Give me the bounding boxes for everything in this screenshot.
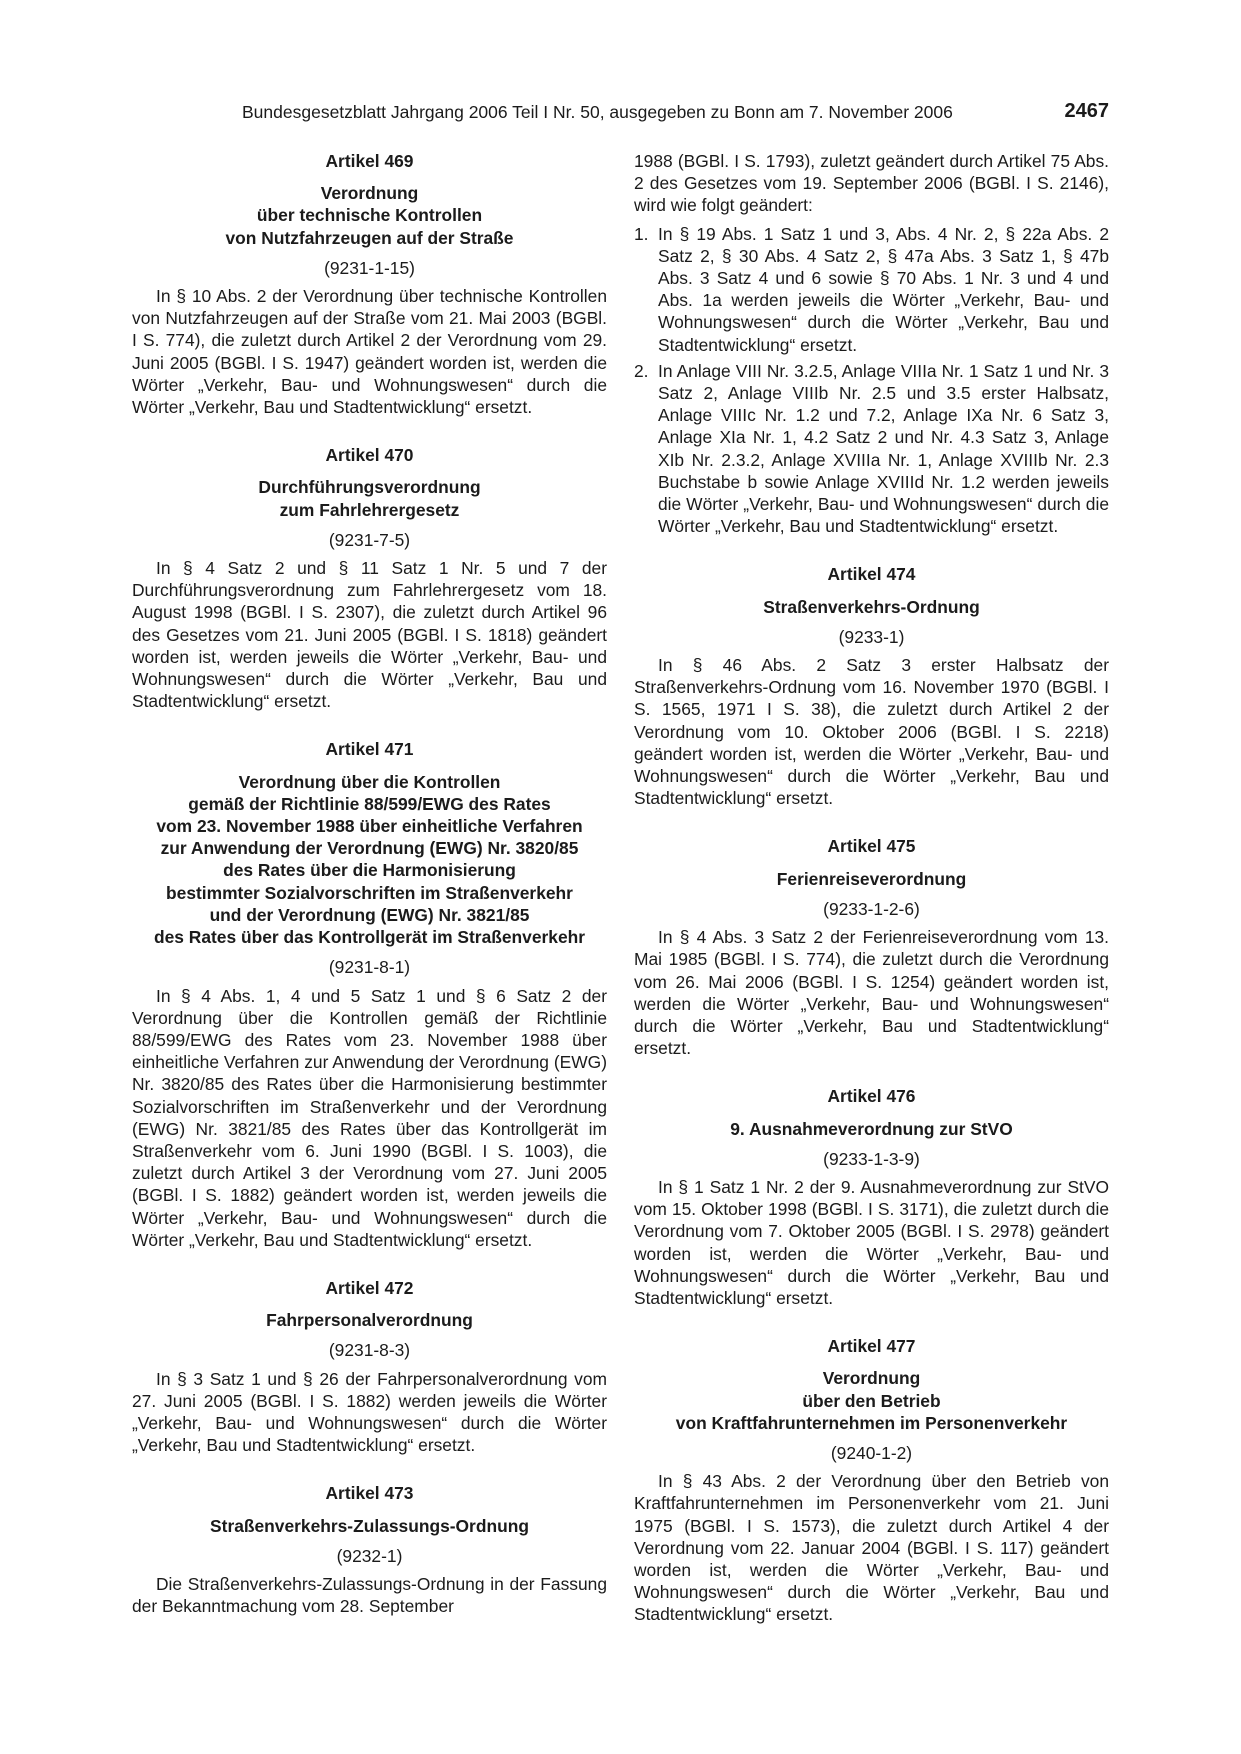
article-471 (132, 738, 607, 1250)
list-item (634, 223, 1109, 356)
left-column (132, 150, 607, 1617)
article-code: (9233-1-2-6) (823, 898, 920, 919)
article-code: (9233-1) (838, 626, 905, 647)
article-title: Straßenverkehrs-Ordnung (763, 596, 980, 617)
article-title: 9. Ausnahmeverordnung zur StVO (730, 1118, 1013, 1139)
article-title: Durchführungsverordnung zum Fahrlehrergesetz (258, 477, 481, 520)
list-item-number: 1. (634, 223, 649, 244)
article-code: (9231-8-3) (328, 1340, 411, 1361)
article-470 (132, 444, 607, 712)
right-column (634, 150, 1109, 1626)
list-item-text: In Anlage VIII Nr. 3.2.5, Anlage VIIIa Nr. 1 Satz 1 und Nr. 3 Satz 2, Anlage VIIIb Nr. 2.5 und 3.5 erster Halbsatz, Anlage VIIIc Nr. 1.2 und 7.2, Anlage IXa Nr. 6 Satz 3, Anlage XIa Nr. 1, 4.2 Satz 2 und Nr. 4.3 Satz 3, Anlage XIb Nr. 2.3.2, Anlage XVIIIa Nr. 1, Anlage XVIIIb Nr. 2.3 Buchstabe b sowie Anlage XVIIId Nr. 1.2 werden jeweils die Wörter „Verkehr, Bau- und Wohnungswesen“ durch die Wörter „Verkehr, Bau und Stadtentwicklung“ ersetzt. (658, 360, 1109, 537)
article-code: (9231-1-15) (324, 257, 415, 278)
article-number: Artikel 472 (325, 1277, 414, 1298)
article-473-continuation: 1988 (BGBl. I S. 1793), zuletzt geändert durch Artikel 75 Abs. 2 des Gesetzes vom 19. September 2006 (BGBl. I S. 2146), wird wie folgt geändert: (634, 151, 1109, 216)
article-body: In § 10 Abs. 2 der Verordnung über technische Kontrollen von Nutzfahrzeugen auf der Straße vom 21. Mai 2003 (BGBl. I S. 774), die zuletzt durch Artikel 2 der Verordnung vom 29. Juni 2005 (BGBl. I S. 1947) geändert worden ist, werden die Wörter „Verkehr, Bau- und Wohnungswesen“ durch die Wörter „Verkehr, Bau und Stadtentwicklung“ ersetzt. (132, 286, 607, 418)
article-number: Artikel 477 (827, 1336, 916, 1357)
article-number: Artikel 471 (325, 739, 414, 760)
article-code: (9232-1) (336, 1545, 403, 1566)
article-number: Artikel 473 (325, 1483, 414, 1504)
article-number: Artikel 475 (827, 836, 916, 857)
article-472 (132, 1277, 607, 1456)
amendment-list (634, 223, 1109, 538)
page-number: 2467 (1064, 100, 1109, 122)
article-474 (634, 563, 1109, 809)
article-title: Verordnung über den Betrieb von Kraftfahrunternehmen im Personenverkehr (675, 1368, 1068, 1433)
article-code: (9233-1-3-9) (823, 1148, 920, 1169)
article-title: Straßenverkehrs-Zulassungs-Ordnung (210, 1515, 529, 1536)
list-item-number: 2. (634, 360, 649, 381)
article-code: (9231-7-5) (328, 529, 411, 550)
list-item-text: In § 19 Abs. 1 Satz 1 und 3, Abs. 4 Nr. 2, § 22a Abs. 2 Satz 2, § 30 Abs. 4 Satz 2, § 47a Abs. 3 Satz 1, § 47b Abs. 3 Satz 4 und 6 sowie § 70 Abs. 1 Nr. 3 und 4 und Abs. 1a werden jeweils die Wörter „Verkehr, Bau- und Wohnungswesen“ durch die Wörter „Verkehr, Bau und Stadtentwicklung“ ersetzt. (658, 223, 1109, 355)
article-title: Verordnung über technische Kontrollen von Nutzfahrzeugen auf der Straße (225, 183, 514, 248)
article-body: In § 4 Abs. 1, 4 und 5 Satz 1 und § 6 Satz 2 der Verordnung über die Kontrollen gemäß der Richtlinie 88/599/EWG des Rates vom 23. November 1988 über einheitliche Verfahren zur Anwendung der Verordnung (EWG) Nr. 3820/85 des Rates über die Harmonisierung bestimmter Sozialvorschriften im Straßenverkehr und der Verordnung (EWG) Nr. 3821/85 des Rates über das Kontrollgerät im Straßenverkehr vom 6. Juni 1990 (BGBl. I S. 1003), die zuletzt durch Artikel 3 der Verordnung vom 27. Juni 2005 (BGBl. I S. 1882) geändert worden ist, werden jeweils die Wörter „Verkehr, Bau- und Wohnungswesen“ durch die Wörter „Verkehr, Bau und Stadtentwicklung“ ersetzt. (132, 985, 607, 1250)
article-473 (132, 1482, 607, 1617)
article-number: Artikel 470 (325, 445, 414, 466)
article-code: (9240-1-2) (830, 1442, 913, 1463)
article-number: Artikel 476 (827, 1086, 916, 1107)
article-body: In § 4 Abs. 3 Satz 2 der Ferienreiseverordnung vom 13. Mai 1985 (BGBl. I S. 774), die zuletzt durch die Verordnung vom 26. Mai 2006 (BGBl. I S. 1254) geändert worden ist, werden die Wörter „Verkehr, Bau- und Wohnungswesen“ durch die Wörter „Verkehr, Bau und Stadtentwicklung“ ersetzt. (634, 927, 1109, 1059)
list-item (634, 360, 1109, 538)
running-title: Bundesgesetzblatt Jahrgang 2006 Teil I Nr. 50, ausgegeben zu Bonn am 7. November 2006 (242, 102, 953, 122)
article-code: (9231-8-1) (328, 957, 411, 978)
article-number: Artikel 469 (325, 151, 414, 171)
article-469 (132, 150, 607, 418)
article-title: Verordnung über die Kontrollen gemäß der Richtlinie 88/599/EWG des Rates vom 23. November 1988 über einheitliche Verfahren zur Anwendung der Verordnung (EWG) Nr. 3820/85 des Rates über die Harmonisierung bestimmter Sozialvorschriften im Straßenverkehr und der Verordnung (EWG) Nr. 3821/85 des Rates über das Kontrollgerät im Straßenverkehr (153, 771, 586, 948)
article-body: In § 1 Satz 1 Nr. 2 der 9. Ausnahmeverordnung zur StVO vom 15. Oktober 1998 (BGBl. I S. 3171), die zuletzt durch die Verordnung vom 7. Oktober 2005 (BGBl. I S. 2978) geändert worden ist, werden die Wörter „Verkehr, Bau- und Wohnungswesen“ durch die Wörter „Verkehr, Bau und Stadtentwicklung“ ersetzt. (634, 1176, 1109, 1308)
page-header (132, 100, 1109, 126)
article-476 (634, 1085, 1109, 1309)
article-body: In § 3 Satz 1 und § 26 der Fahrpersonalverordnung vom 27. Juni 2005 (BGBl. I S. 1882) werden jeweils die Wörter „Verkehr, Bau- und Wohnungswesen“ durch die Wörter „Verkehr, Bau und Stadtentwicklung“ ersetzt. (132, 1368, 607, 1456)
article-number: Artikel 474 (827, 564, 916, 585)
article-title: Fahrpersonalverordnung (266, 1310, 473, 1331)
article-body: In § 4 Satz 2 und § 11 Satz 1 Nr. 5 und 7 der Durchführungsverordnung zum Fahrlehrergesetz vom 18. August 1998 (BGBl. I S. 2307), die zuletzt durch Artikel 96 des Gesetzes vom 21. Juni 2005 (BGBl. I S. 1818) geändert worden ist, werden jeweils die Wörter „Verkehr, Bau- und Wohnungswesen“ durch die Wörter „Verkehr, Bau und Stadtentwicklung“ ersetzt. (132, 558, 607, 712)
article-body: Die Straßenverkehrs-Zulassungs-Ordnung in der Fassung der Bekanntmachung vom 28. September (132, 1573, 607, 1617)
article-477 (634, 1335, 1109, 1625)
article-title: Ferienreiseverordnung (776, 868, 967, 889)
article-475 (634, 835, 1109, 1059)
article-body: In § 43 Abs. 2 der Verordnung über den Betrieb von Kraftfahrunternehmen im Personenverkehr vom 21. Juni 1975 (BGBl. I S. 1573), die zuletzt durch Artikel 4 der Verordnung vom 22. Januar 2004 (BGBl. I S. 117) geändert worden ist, werden die Wörter „Verkehr, Bau- und Wohnungswesen“ durch die Wörter „Verkehr, Bau und Stadtentwicklung“ ersetzt. (634, 1471, 1109, 1625)
article-body: In § 46 Abs. 2 Satz 3 erster Halbsatz der Straßenverkehrs-Ordnung vom 16. November 1970 (BGBl. I S. 1565, 1971 I S. 38), die zuletzt durch Artikel 2 der Verordnung vom 10. Oktober 2006 (BGBl. I S. 2218) geändert worden ist, werden die Wörter „Verkehr, Bau- und Wohnungswesen“ durch die Wörter „Verkehr, Bau und Stadtentwicklung“ ersetzt. (634, 655, 1109, 809)
